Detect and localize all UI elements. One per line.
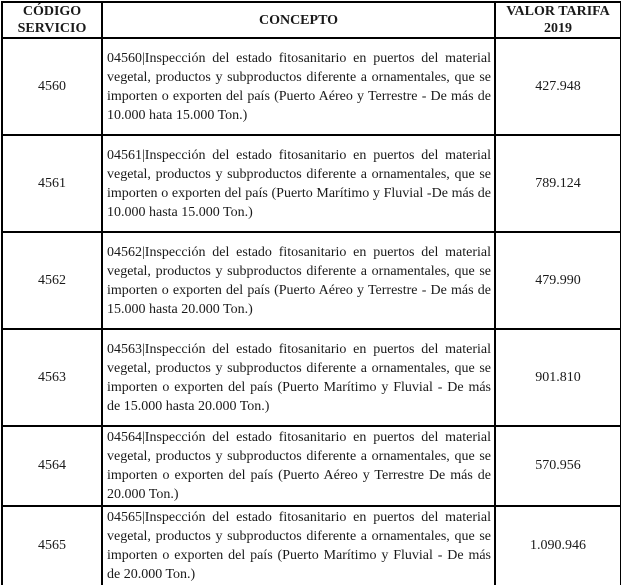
service-code: 4564 (2, 426, 102, 506)
table-row (2, 506, 621, 585)
tariff-value: 479.990 (495, 232, 621, 329)
concept-text: 04563|Inspección del estado fitosanitario en puertos del material vegetal, productos y subproductos diferente a ornamentales, que se importen o exporten del país (Puerto Marítimo y Fluvial - De más de 15.000 hasta 20.000 Ton.) (102, 329, 495, 426)
concept-text: 04565|Inspección del estado fitosanitario en puertos del material vegetal, productos y subproductos diferente a ornamentales, que se importen o exporten del país (Puerto Marítimo y Fluvial - De más de 20.000 Ton.) (102, 506, 495, 585)
tariff-value: 427.948 (495, 38, 621, 135)
concept-text: 04562|Inspección del estado fitosanitario en puertos del material vegetal, productos y subproductos diferente a ornamentales, que se importen o exporten del país (Puerto Aéreo y Terrestre - De más de 15.000 hasta 20.000 Ton.) (102, 232, 495, 329)
table-row (2, 426, 621, 506)
tariff-value: 901.810 (495, 329, 621, 426)
tariff-table (1, 1, 621, 585)
concept-text: 04560|Inspección del estado fitosanitario en puertos del material vegetal, productos y subproductos diferente a ornamentales, que se importen o exporten del país (Puerto Aéreo y Terrestre - De más de 10.000 hata 15.000 Ton.) (102, 38, 495, 135)
concept-text: 04561|Inspección del estado fitosanitario en puertos del material vegetal, productos y subproductos diferente a ornamentales, que se importen o exporten del país (Puerto Marítimo y Fluvial -De más de 10.000 hasta 15.000 Ton.) (102, 135, 495, 232)
tariff-value: 570.956 (495, 426, 621, 506)
header-cell-valor-tarifa: VALOR TARIFA 2019 (495, 2, 621, 38)
service-code: 4563 (2, 329, 102, 426)
table-row (2, 135, 621, 232)
table-row (2, 232, 621, 329)
service-code: 4561 (2, 135, 102, 232)
service-code: 4565 (2, 506, 102, 585)
tariff-value: 789.124 (495, 135, 621, 232)
header-cell-concepto: CONCEPTO (102, 2, 495, 38)
table-row (2, 38, 621, 135)
service-code: 4562 (2, 232, 102, 329)
header-cell-codigo-servicio: CÓDIGO SERVICIO (2, 2, 102, 38)
table-row (2, 329, 621, 426)
service-code: 4560 (2, 38, 102, 135)
header-row (2, 2, 621, 38)
concept-text: 04564|Inspección del estado fitosanitario en puertos del material vegetal, productos y subproductos diferente a ornamentales, que se importen o exporten del país (Puerto Aéreo y Terrestre De más de 20.000 Ton.) (102, 426, 495, 506)
tariff-value: 1.090.946 (495, 506, 621, 585)
